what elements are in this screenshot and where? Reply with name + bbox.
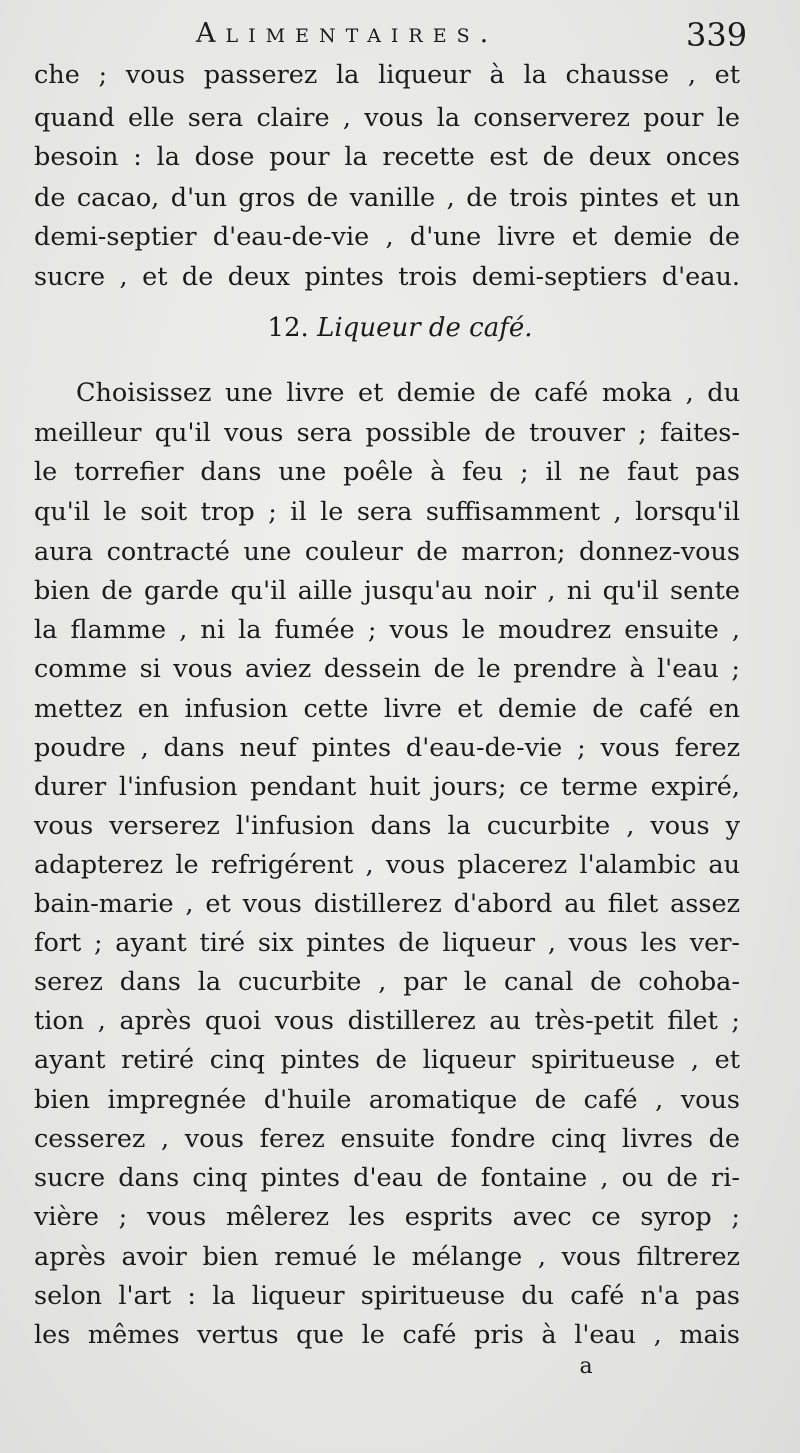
signature-mark: a <box>579 1354 593 1379</box>
text-line: sucre , et de deux pintes trois demi-septiers d'eau. <box>34 262 740 292</box>
text-line: après avoir bien remué le mélange , vous filtrerez <box>34 1242 740 1272</box>
text-line: serez dans la cucurbite , par le canal de cohoba- <box>34 967 740 997</box>
page-header <box>0 16 800 56</box>
text-line: cesserez , vous ferez ensuite fondre cinq livres de <box>34 1124 740 1154</box>
text-line: durer l'infusion pendant huit jours; ce terme expiré, <box>34 772 740 802</box>
text-line: les mêmes vertus que le café pris à l'eau , mais <box>34 1320 740 1350</box>
text-line: quand elle sera claire , vous la conserverez pour le <box>34 103 740 133</box>
page-number: 339 <box>686 16 748 54</box>
text-line: de cacao, d'un gros de vanille , de trois pintes et un <box>34 183 740 213</box>
running-head: Alimentaires. <box>196 18 499 49</box>
text-line: sucre dans cinq pintes d'eau de fontaine , ou de ri- <box>34 1163 740 1193</box>
section-title <box>0 308 800 348</box>
text-line: adapterez le refrigérent , vous placerez l'alambic au <box>34 850 740 880</box>
text-line: selon l'art : la liqueur spiritueuse du café n'a pas <box>34 1281 740 1311</box>
text-line: la flamme , ni la fumée ; vous le moudrez ensuite , <box>34 615 740 645</box>
text-line: besoin : la dose pour la recette est de deux onces <box>34 142 740 172</box>
text-line: bien de garde qu'il aille jusqu'au noir , ni qu'il sente <box>34 576 740 606</box>
text-line: meilleur qu'il vous sera possible de trouver ; faites- <box>34 418 740 448</box>
text-line: fort ; ayant tiré six pintes de liqueur , vous les ver- <box>34 928 740 958</box>
section-name: Liqueur de café. <box>317 313 533 343</box>
text-line: bain-marie , et vous distillerez d'abord au filet assez <box>34 889 740 919</box>
text-line: Choisissez une livre et demie de café moka , du <box>76 378 740 408</box>
text-line: vière ; vous mêlerez les esprits avec ce syrop ; <box>34 1202 740 1232</box>
text-line: poudre , dans neuf pintes d'eau-de-vie ; vous ferez <box>34 733 740 763</box>
text-line: vous verserez l'infusion dans la cucurbite , vous y <box>34 811 740 841</box>
text-line: aura contracté une couleur de marron; donnez-vous <box>34 537 740 567</box>
text-line: mettez en infusion cette livre et demie de café en <box>34 694 740 724</box>
text-line: demi-septier d'eau-de-vie , d'une livre et demie de <box>34 222 740 252</box>
text-line: qu'il le soit trop ; il le sera suffisamment , lorsqu'il <box>34 497 740 527</box>
text-line: tion , après quoi vous distillerez au très-petit filet ; <box>34 1006 740 1036</box>
text-line: comme si vous aviez dessein de le prendre à l'eau ; <box>34 654 740 684</box>
text-line: ayant retiré cinq pintes de liqueur spiritueuse , et <box>34 1045 740 1075</box>
text-line: bien impregnée d'huile aromatique de café , vous <box>34 1085 740 1115</box>
section-number: 12. <box>267 313 309 343</box>
text-line: le torrefier dans une poêle à feu ; il ne faut pas <box>34 457 740 487</box>
text-line: che ; vous passerez la liqueur à la chausse , et <box>34 60 740 90</box>
